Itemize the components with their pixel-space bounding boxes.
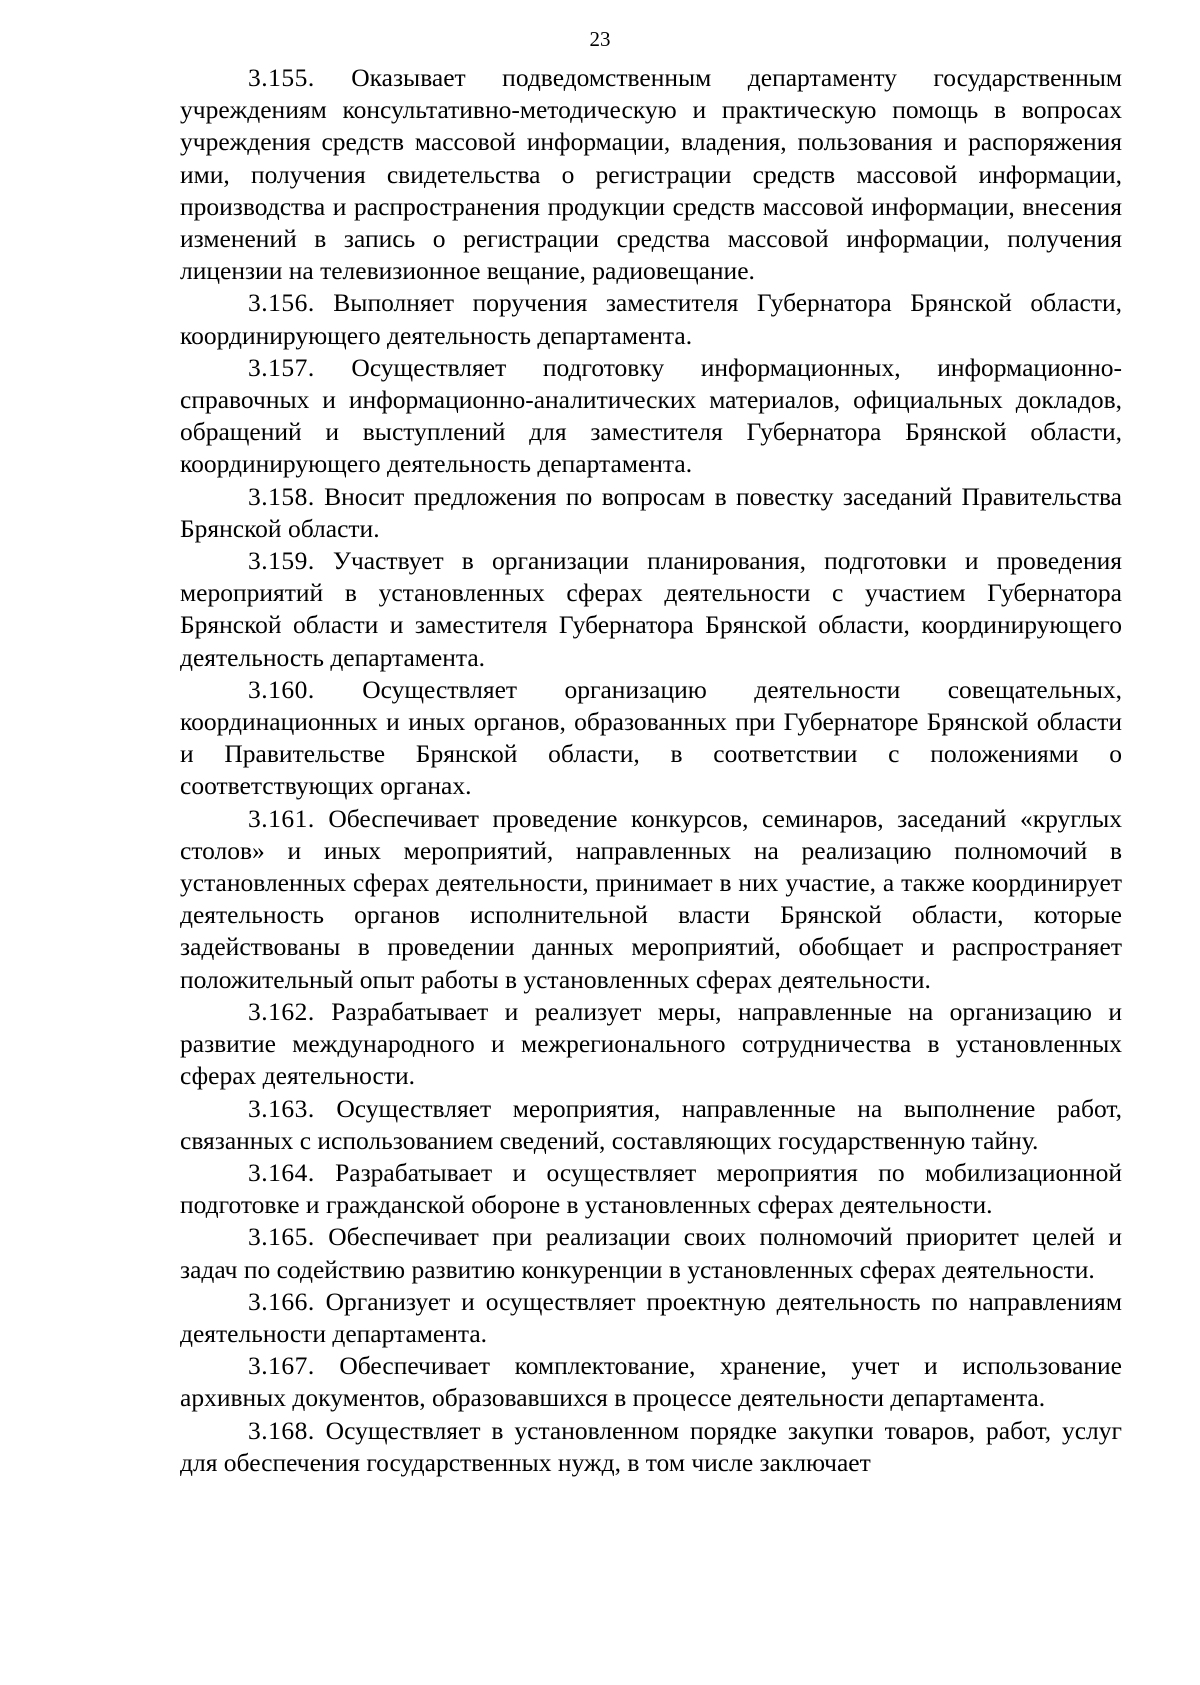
- paragraph-number: 3.162.: [248, 996, 315, 1026]
- paragraph-text: Выполняет поручения заместителя Губернатора Брянской области, координирующего деятельность департамента.: [180, 288, 1123, 350]
- paragraph-3-162: [180, 996, 1122, 1093]
- paragraph-text: Разрабатывает и реализует меры, направленные на организацию и развитие международного и межрегионального сотрудничества в установленных сферах деятельности.: [180, 996, 1123, 1091]
- document-body: [180, 62, 1122, 1479]
- paragraph-text: Оказывает подведомственным департаменту государственным учреждениям консультативно-методическую и практическую помощь в вопросах учреждения средств массовой информации, владения, пользования и распоряжения ими, получения свидетельства о регистрации средств массовой информации, производства и распространения продукции средств массовой информации, внесения изменений в запись о регистрации средства массовой информации, получения лицензии на телевизионное вещание, радиовещание.: [180, 63, 1122, 286]
- paragraph-text: Осуществляет организацию деятельности совещательных, координационных и иных органов, образованных при Губернаторе Брянской области и Правительстве Брянской области, в соответствии с положениями о соответствующих органах.: [180, 674, 1122, 801]
- paragraph-text: Вносит предложения по вопросам в повестку заседаний Правительства Брянской области.: [180, 481, 1122, 543]
- paragraph-3-165: [180, 1221, 1122, 1285]
- paragraph-3-157: [180, 352, 1122, 481]
- paragraph-number: 3.160.: [248, 674, 315, 704]
- paragraph-number: 3.161.: [248, 803, 315, 833]
- paragraph-3-168: [180, 1415, 1122, 1479]
- paragraph-3-167: [180, 1350, 1122, 1414]
- paragraph-3-161: [180, 803, 1122, 996]
- paragraph-text: Обеспечивает при реализации своих полномочий приоритет целей и задач по содействию развитию конкуренции в установленных сферах деятельности.: [180, 1222, 1122, 1284]
- paragraph-text: Обеспечивает комплектование, хранение, учет и использование архивных документов, образовавшихся в процессе деятельности департамента.: [180, 1351, 1122, 1413]
- paragraph-number: 3.165.: [248, 1222, 315, 1252]
- paragraph-3-163: [180, 1093, 1122, 1157]
- paragraph-number: 3.157.: [248, 352, 315, 382]
- paragraph-3-159: [180, 545, 1122, 674]
- paragraph-3-166: [180, 1286, 1122, 1350]
- paragraph-text: Осуществляет мероприятия, направленные на выполнение работ, связанных с использованием сведений, составляющих государственную тайну.: [180, 1093, 1122, 1155]
- paragraph-text: Участвует в организации планирования, подготовки и проведения мероприятий в установленных сферах деятельности с участием Губернатора Брянской области и заместителя Губернатора Брянской области, координирующего деятельность департамента.: [180, 546, 1122, 672]
- paragraph-number: 3.163.: [248, 1093, 315, 1123]
- paragraph-3-156: [180, 287, 1122, 351]
- paragraph-number: 3.166.: [248, 1286, 315, 1316]
- paragraph-3-160: [180, 674, 1122, 803]
- paragraph-text: Организует и осуществляет проектную деятельность по направлениям деятельности департамента.: [180, 1286, 1123, 1348]
- paragraph-text: Осуществляет в установленном порядке закупки товаров, работ, услуг для обеспечения государственных нужд, в том числе заключает: [180, 1415, 1122, 1477]
- paragraph-number: 3.168.: [248, 1415, 315, 1445]
- paragraph-text: Осуществляет подготовку информационных, информационно-справочных и информационно-аналитических материалов, официальных докладов, обращений и выступлений для заместителя Губернатора Брянской области, координирующего деятельность департамента.: [180, 352, 1122, 479]
- paragraph-number: 3.158.: [248, 481, 315, 511]
- paragraph-number: 3.164.: [248, 1157, 315, 1187]
- paragraph-number: 3.155.: [248, 63, 315, 92]
- paragraph-3-155: [180, 62, 1122, 287]
- paragraph-number: 3.159.: [248, 546, 315, 576]
- paragraph-number: 3.167.: [248, 1351, 315, 1381]
- paragraph-3-164: [180, 1157, 1122, 1221]
- paragraph-number: 3.156.: [248, 288, 315, 318]
- paragraph-3-158: [180, 481, 1122, 545]
- paragraph-text: Обеспечивает проведение конкурсов, семинаров, заседаний «круглых столов» и иных мероприятий, направленных на реализацию полномочий в установленных сферах деятельности, принимает в них участие, а также координирует деятельность органов исполнительной власти Брянской области, которые задействованы в проведении данных мероприятий, обобщает и распространяет положительный опыт работы в установленных сферах деятельности.: [180, 803, 1123, 994]
- page-number: 23: [589, 27, 611, 51]
- paragraph-text: Разрабатывает и осуществляет мероприятия по мобилизационной подготовке и гражданской обороне в установленных сферах деятельности.: [180, 1157, 1122, 1220]
